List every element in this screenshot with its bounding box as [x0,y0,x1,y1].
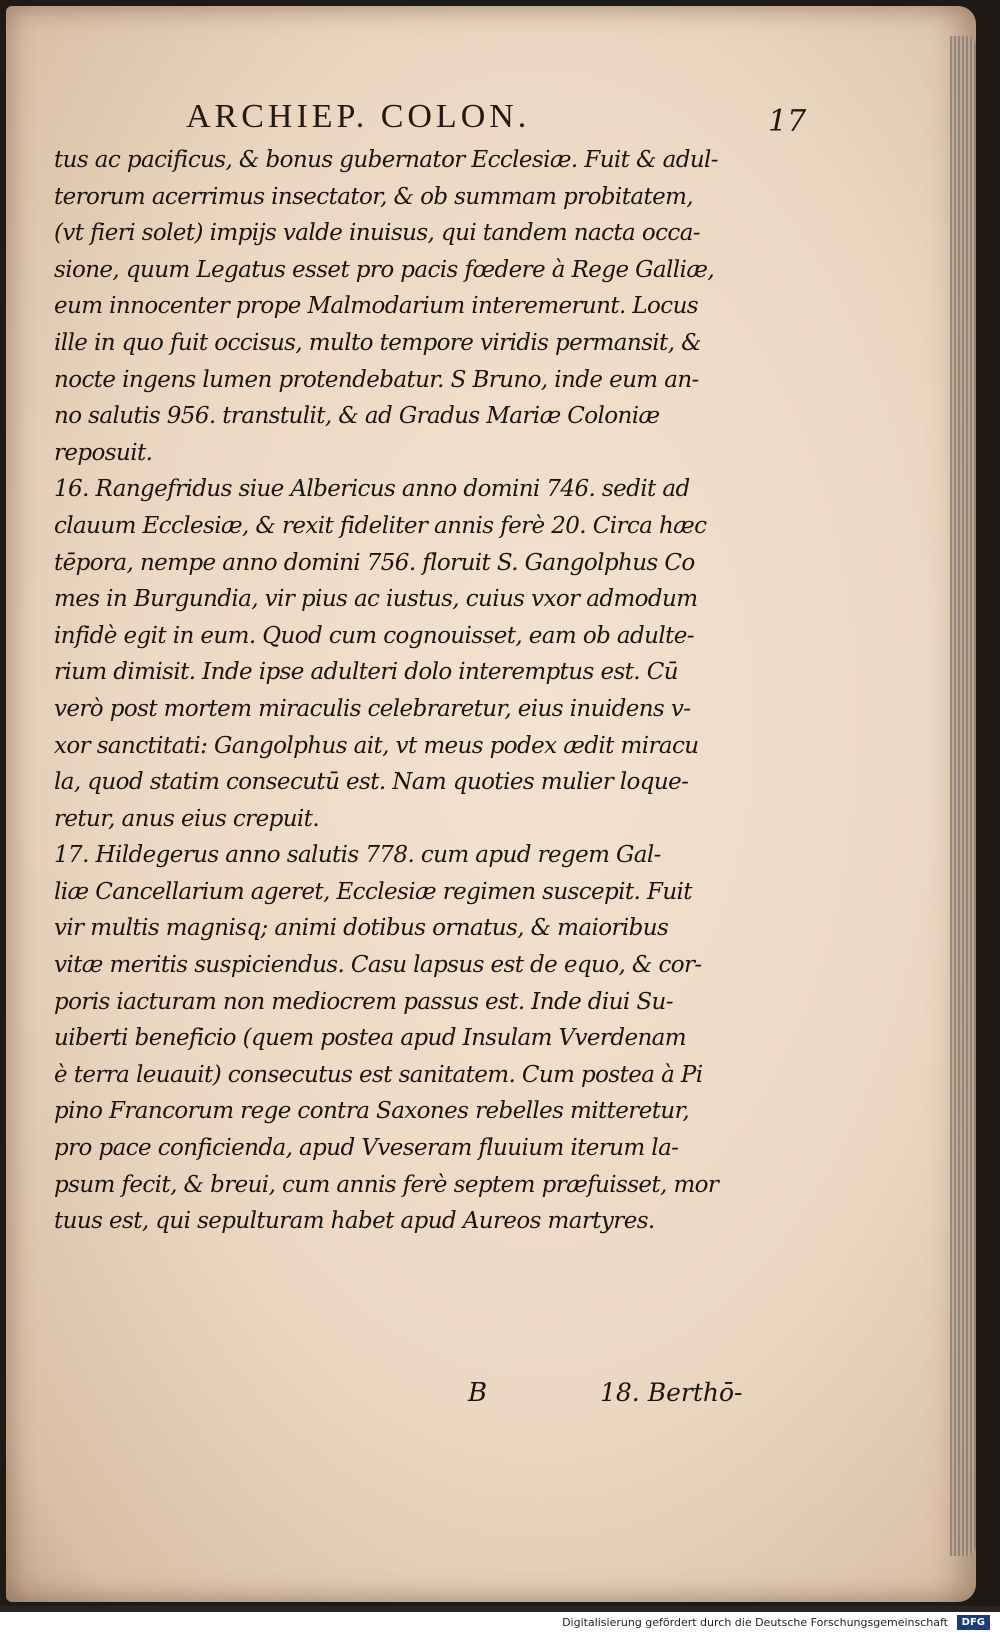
text-line: 17. Hildegerus anno salutis 778. cum apud regem Gal- [54,842,661,869]
signature-mark: B [468,1378,488,1408]
text-line: uiberti beneficio (quem postea apud Insulam Vverdenam [54,1025,686,1052]
text-line: clauum Ecclesiæ, & rexit fideliter annis ferè 20. Circa hæc [54,512,707,539]
text-line: rium dimisit. Inde ipse adulteri dolo interemptus est. Cū [54,659,678,686]
text-line: verò post mortem miraculis celebraretur, eius inuidens v- [54,695,691,722]
text-line: mes in Burgundia, vir pius ac iustus, cuius vxor admodum [54,586,698,613]
text-line: è terra leuauit) consecutus est sanitatem. Cum postea à Pi [54,1061,703,1088]
page-footer [6,1378,976,1418]
text-line: vitæ meritis suspiciendus. Casu lapsus est de equo, & cor- [54,952,702,979]
text-line: terorum acerrimus insectator, & ob summam probitatem, [54,183,694,210]
attribution-bar [0,1612,1000,1636]
attribution-text: Digitalisierung gefördert durch die Deutsche Forschungsgemeinschaft [562,1616,948,1629]
text-line: retur, anus eius crepuit. [54,805,320,832]
text-line: 16. Rangefridus siue Albericus anno domini 746. sedit ad [54,476,690,503]
text-line: ille in quo fuit occisus, multo tempore viridis permansit, & [54,329,701,356]
folio-number: 17 [768,104,807,139]
text-line: reposuit. [54,439,153,466]
text-line: no salutis 956. transtulit, & ad Gradus Mariæ Coloniæ [54,403,660,430]
text-line: liæ Cancellarium ageret, Ecclesiæ regimen suscepit. Fuit [54,878,692,905]
text-line: (vt fieri solet) impijs valde inuisus, qui tandem nacta occa- [54,220,700,247]
text-line: la, quod statim consecutū est. Nam quoties mulier loque- [54,769,689,796]
catchword: 18. Berthō- [600,1378,743,1407]
page-fore-edge [950,36,976,1556]
text-line: nocte ingens lumen protendebatur. S Bruno, inde eum an- [54,366,699,393]
text-line: eum innocenter prope Malmodarium interemerunt. Locus [54,293,698,320]
text-line: tus ac pacificus, & bonus gubernator Ecclesiæ. Fuit & adul- [54,147,718,173]
text-line: tuus est, qui sepulturam habet apud Aureos martyres. [54,1208,655,1235]
text-line: tēpora, nempe anno domini 756. floruit S. Gangolphus Co [54,549,695,576]
running-head: ARCHIEP. COLON. [186,98,531,135]
text-line: pro pace conficienda, apud Vveseram fluuium iterum la- [54,1135,679,1162]
text-line: poris iacturam non mediocrem passus est. Inde diui Su- [54,988,673,1015]
book-page [6,6,976,1602]
page-header [6,98,976,138]
dfg-logo: DFG [957,1615,990,1630]
text-line: xor sanctitati: Gangolphus ait, vt meus podex ædit miracu [54,732,699,759]
text-line: vir multis magnisq; animi dotibus ornatus, & maioribus [54,915,669,942]
text-line: infidè egit in eum. Quod cum cognouisset, eam ob adulte- [54,622,694,649]
text-line: psum fecit, & breui, cum annis ferè septem præfuisset, mor [54,1171,719,1198]
text-line: pino Francorum rege contra Saxones rebelles mitteretur, [54,1098,690,1125]
text-line: sione, quum Legatus esset pro pacis fœdere à Rege Galliæ, [54,256,715,283]
body-text [54,142,774,1240]
